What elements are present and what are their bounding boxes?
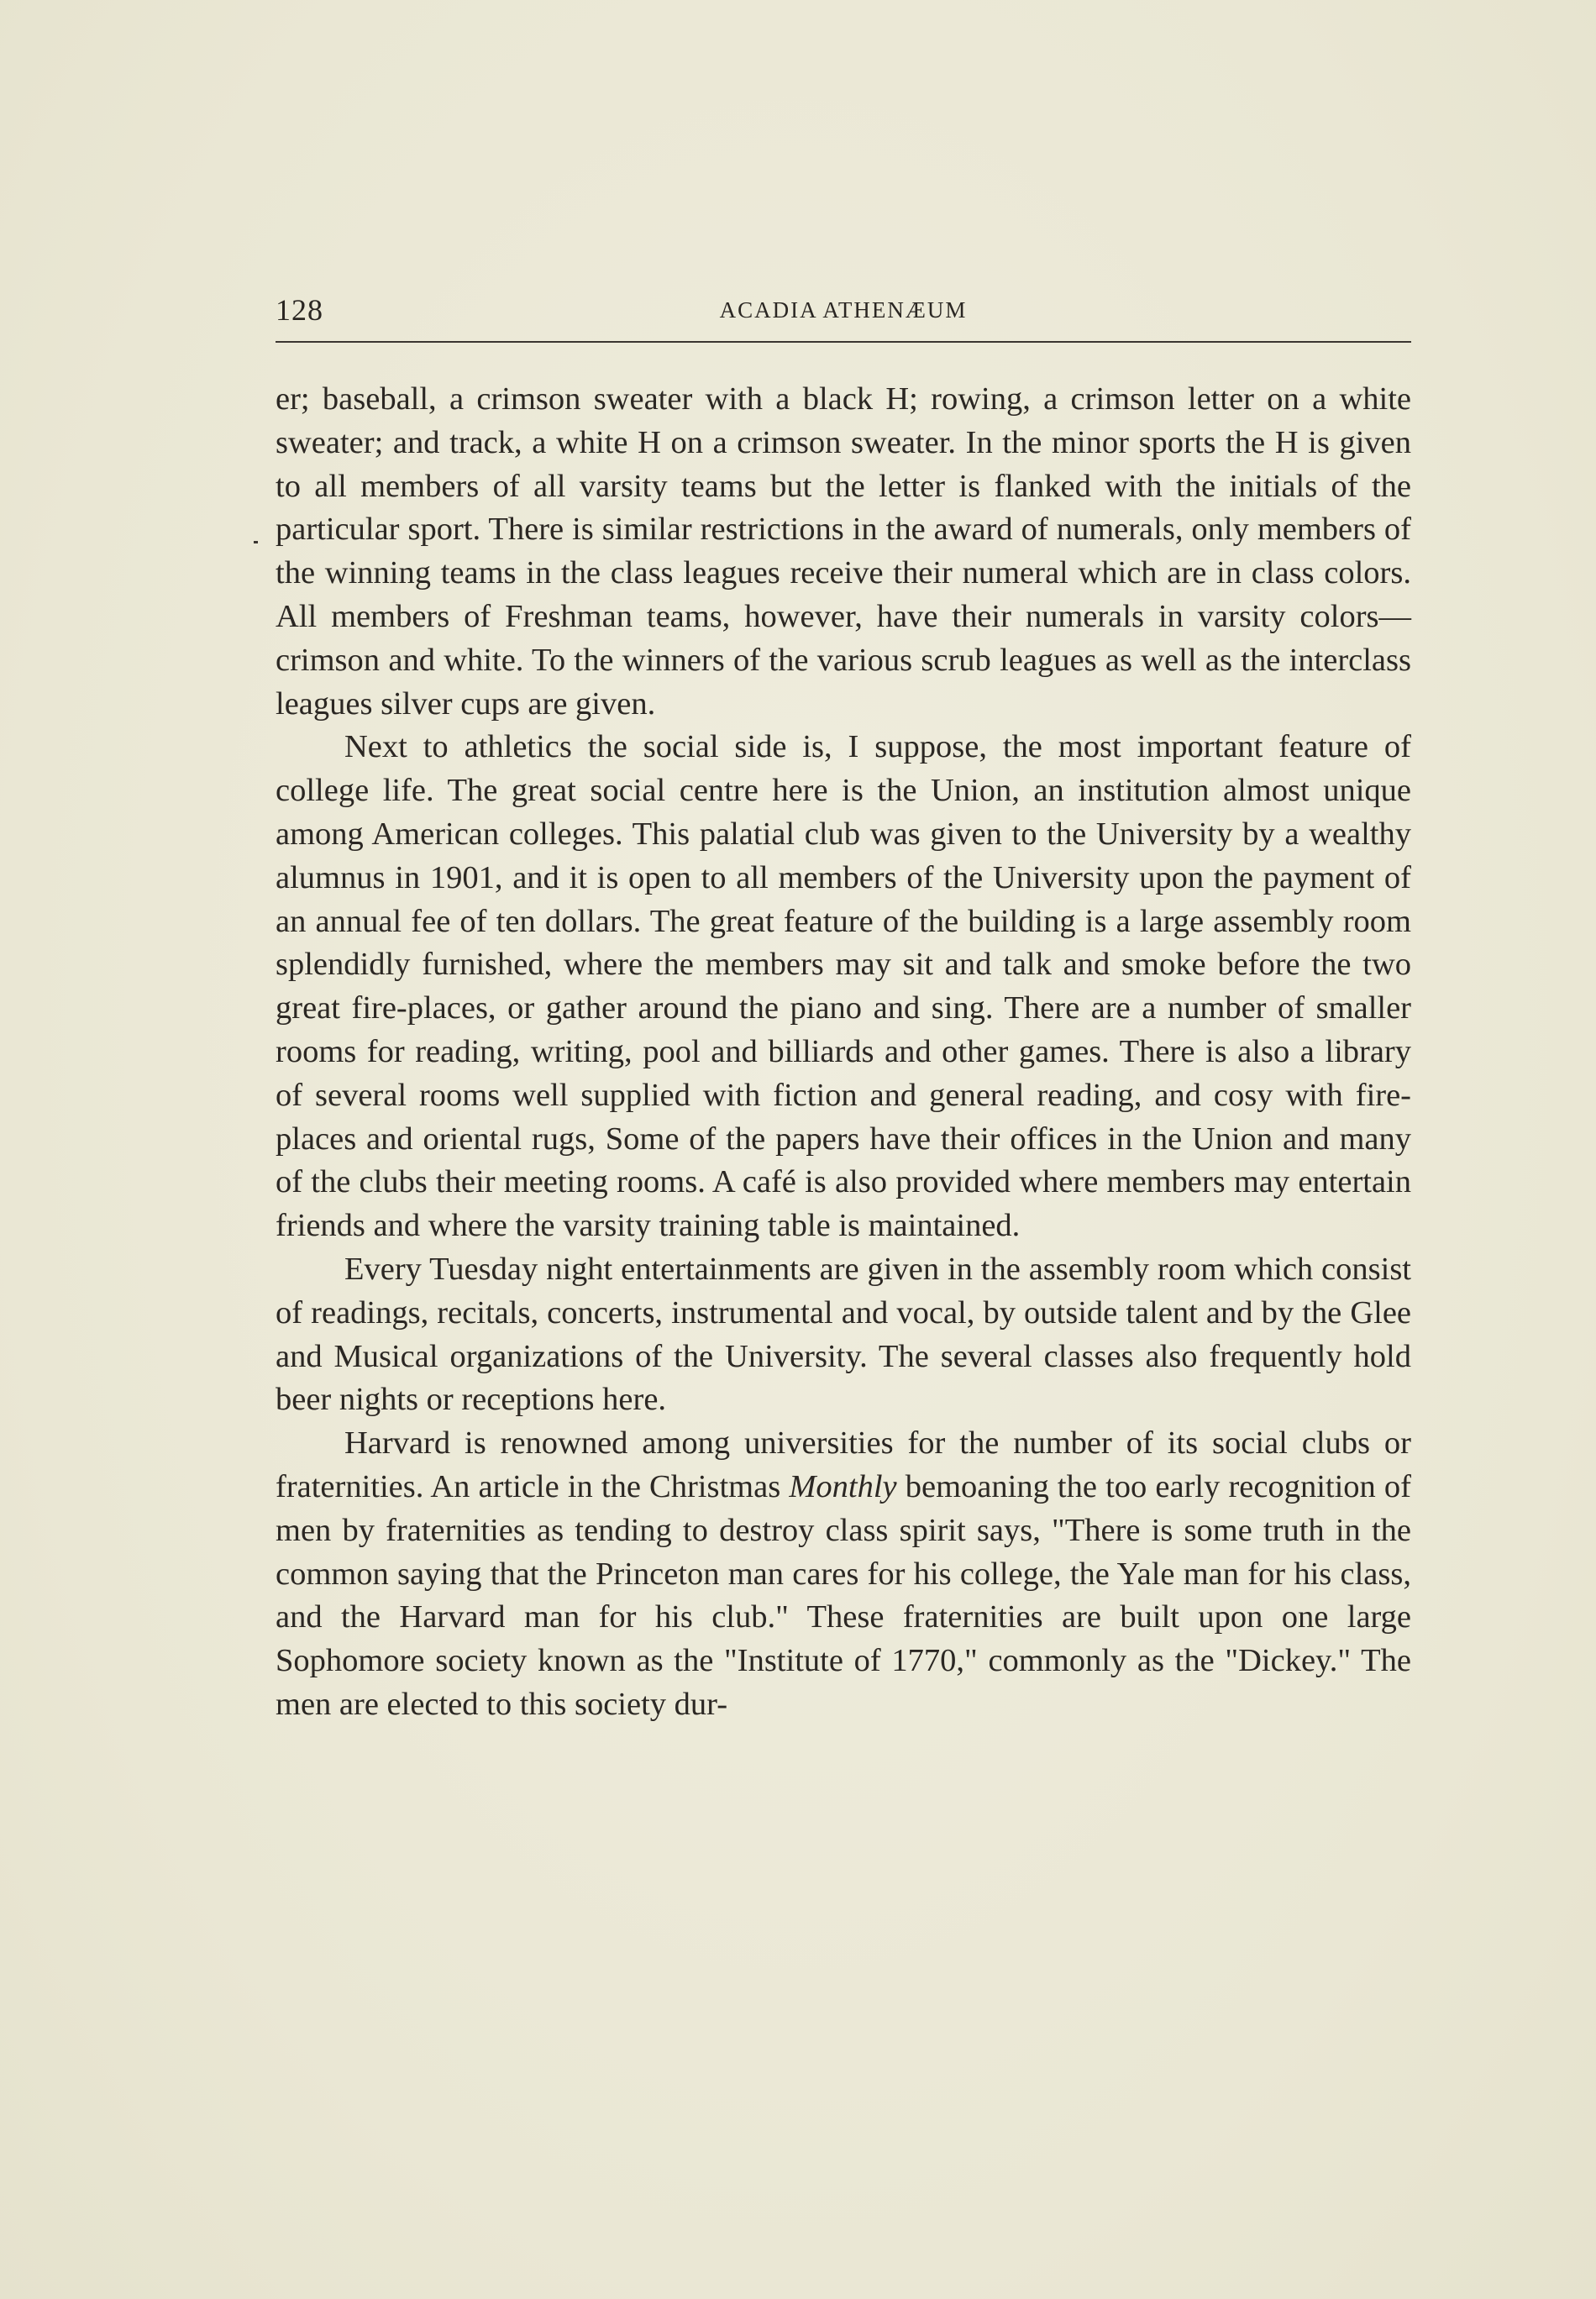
paragraph-fraternities xyxy=(276,1422,1411,1727)
paragraph-fraternities-part-2: bemoaning the too early recognition of men by fraternities as tending to destroy class spirit says, "There is some truth in the common saying that the Princeton man cares for his college, the Yale man for his class, and the Harvard man for his club." These fraternities are built upon one large Sophomore society known as the "Institute of 1770," commonly as the "Dickey." The men are elected to this society dur- xyxy=(276,1468,1411,1722)
paragraph-union: Next to athletics the social side is, I suppose, the most important feature of college life. The great social centre here is the Union, an institution almost unique among American colleges. This palatial club was given to the University by a wealthy alumnus in 1901, and it is open to all members of the University upon the payment of an annual fee of ten dollars. The great feature of the building is a large assembly room splendidly furnished, where the members may sit and talk and smoke before the two great fire-places, or gather around the piano and sing. There are a number of smaller rooms for reading, writing, pool and billiards and other games. There is also a library of several rooms well supplied with fiction and general reading, and cosy with fire-places and oriental rugs, Some of the papers have their offices in the Union and many of the clubs their meeting rooms. A café is also provided where members may entertain friends and where the varsity training table is maintained. xyxy=(276,729,1411,1244)
running-head xyxy=(276,292,1411,339)
margin-mark xyxy=(254,541,258,543)
page-number: 128 xyxy=(276,293,323,327)
header-rule xyxy=(276,341,1411,343)
paragraph-athletic-awards: er; baseball, a crimson sweater with a black H; rowing, a crimson letter on a white sweater; and track, a white H on a crimson sweater. In the minor sports the H is given to all members of all varsity teams but the letter is flanked with the initials of the particular sport. There is similar restrictions in the award of numerals, only members of the winning teams in the class leagues receive their numeral which are in class colors. All members of Freshman teams, however, have their numerals in varsity colors—crimson and white. To the winners of the various scrub leagues as well as the interclass leagues silver cups are given. xyxy=(276,381,1411,722)
paragraph-entertainments: Every Tuesday night entertainments are given in the assembly room which consist of readings, recitals, concerts, instrumental and vocal, by outside talent and by the Glee and Musical organizations of the University. The several classes also frequently hold beer nights or receptions here. xyxy=(276,1251,1411,1418)
monthly-italic: Monthly xyxy=(789,1468,897,1504)
paragraph-fraternities-part-1: Harvard is renowned among universities for the number of its social clubs or fraternities. An article in the Christmas xyxy=(276,1425,1411,1504)
article-body xyxy=(276,378,1411,1727)
journal-title: ACADIA ATHENÆUM xyxy=(719,297,968,323)
